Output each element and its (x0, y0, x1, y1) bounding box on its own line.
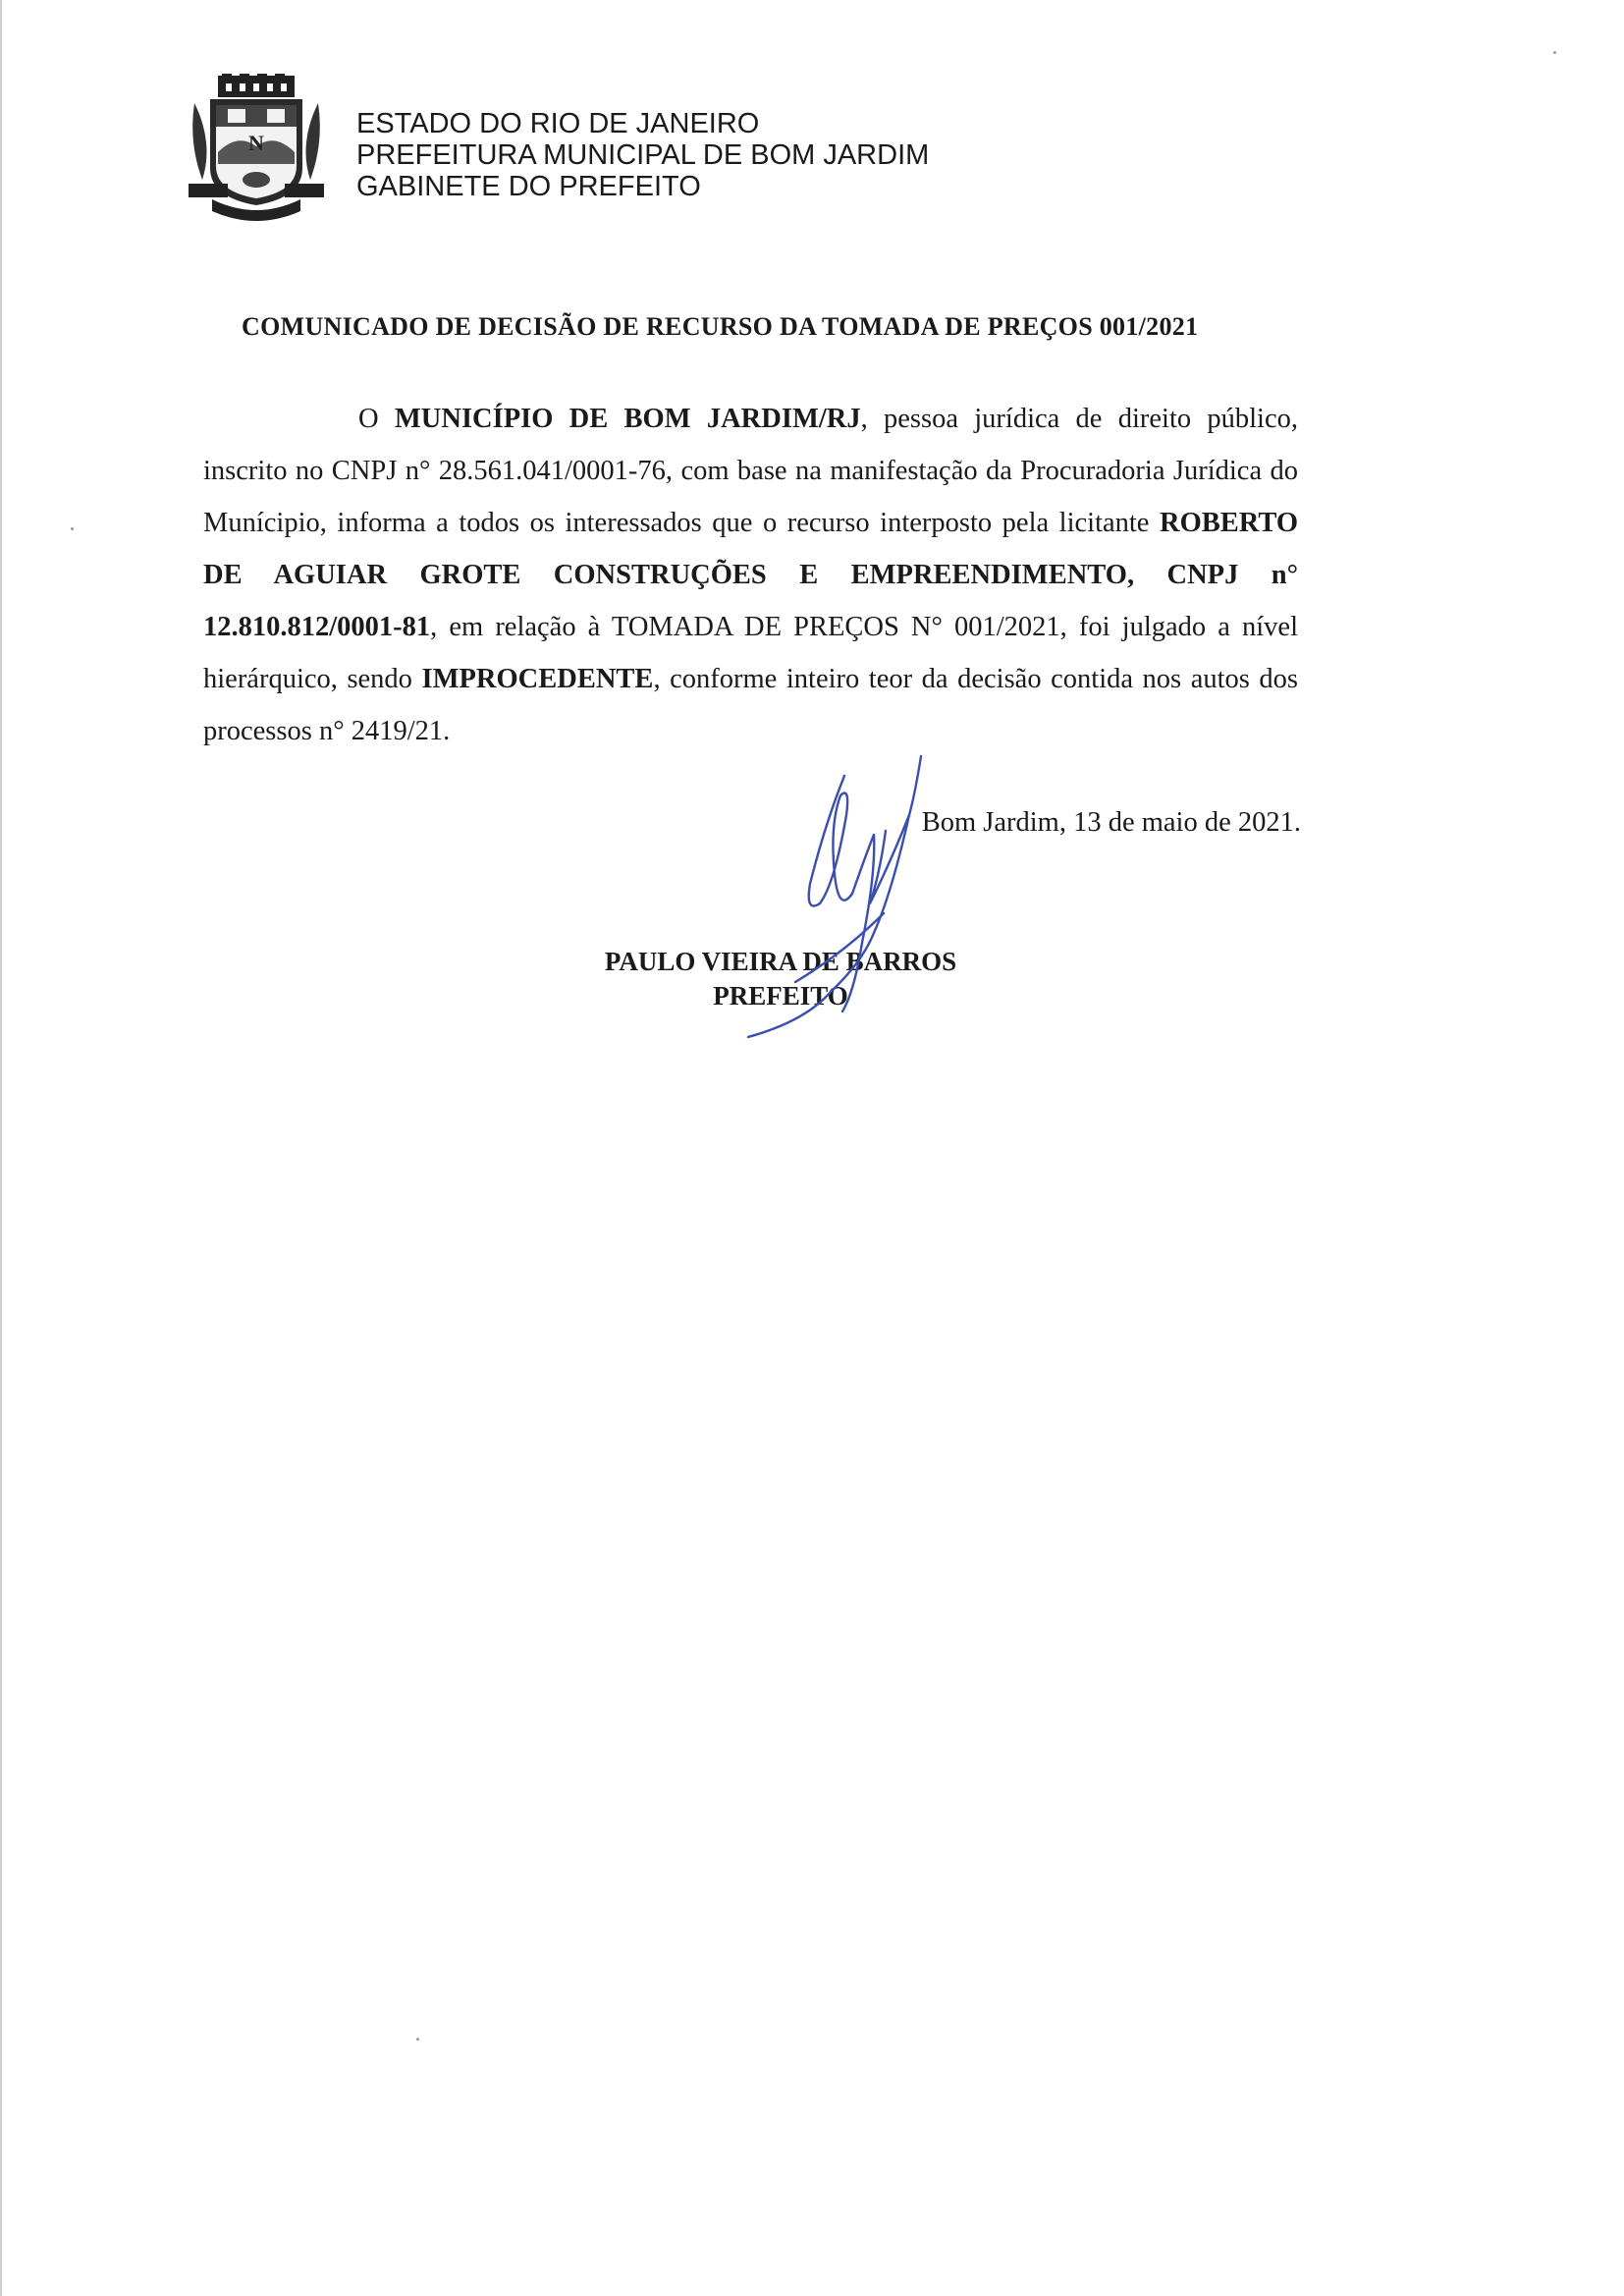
scan-speck (1553, 51, 1556, 54)
body-licitante: ROBERTO DE AGUIAR GROTE CONSTRUÇÕES E EMPREENDIMENTO, CNPJ n° 12.810.812/0001-81 (203, 508, 1298, 642)
body-municipio: MUNICÍPIO DE BOM JARDIM/RJ (394, 404, 861, 434)
header-state: ESTADO DO RIO DE JANEIRO (356, 108, 760, 139)
body-intro: O (358, 404, 379, 434)
body-decisao: IMPROCEDENTE (421, 664, 654, 694)
handwritten-signature-icon (736, 746, 972, 1051)
place-date: Bom Jardim, 13 de maio de 2021. (921, 807, 1301, 838)
scan-speck (416, 2038, 419, 2041)
body-paragraph (203, 393, 1298, 757)
body-text-2: , em relação à TOMADA DE PREÇOS N° 001/2021, foi julgado a nível hierárquico, sendo (203, 612, 1298, 694)
body-text-1: , pessoa jurídica de direito público, inscrito no CNPJ n° 28.561.041/0001-76, com base na manifestação da Procuradoria Jurídica do Munícipio, informa a todos os interessados que o recurso interposto pela licitante (203, 404, 1299, 538)
signer-name: PAULO VIEIRA DE BARROS (604, 947, 957, 976)
header-gabinete: GABINETE DO PREFEITO (356, 171, 701, 202)
letterhead (189, 74, 1072, 211)
scan-speck (71, 527, 74, 530)
scan-edge (0, 0, 2, 2296)
svg-text:N: N (248, 131, 264, 155)
signer-role: PREFEITO (713, 981, 848, 1011)
document-title: COMUNICADO DE DECISÃO DE RECURSO DA TOMADA DE PREÇOS 001/2021 (242, 312, 1199, 341)
body-text-3: , conforme inteiro teor da decisão contida nos autos dos processos n° 2419/21. (203, 664, 1298, 746)
header-prefeitura: PREFEITURA MUNICIPAL DE BOM JARDIM (356, 139, 930, 171)
municipal-crest-icon (189, 74, 324, 221)
